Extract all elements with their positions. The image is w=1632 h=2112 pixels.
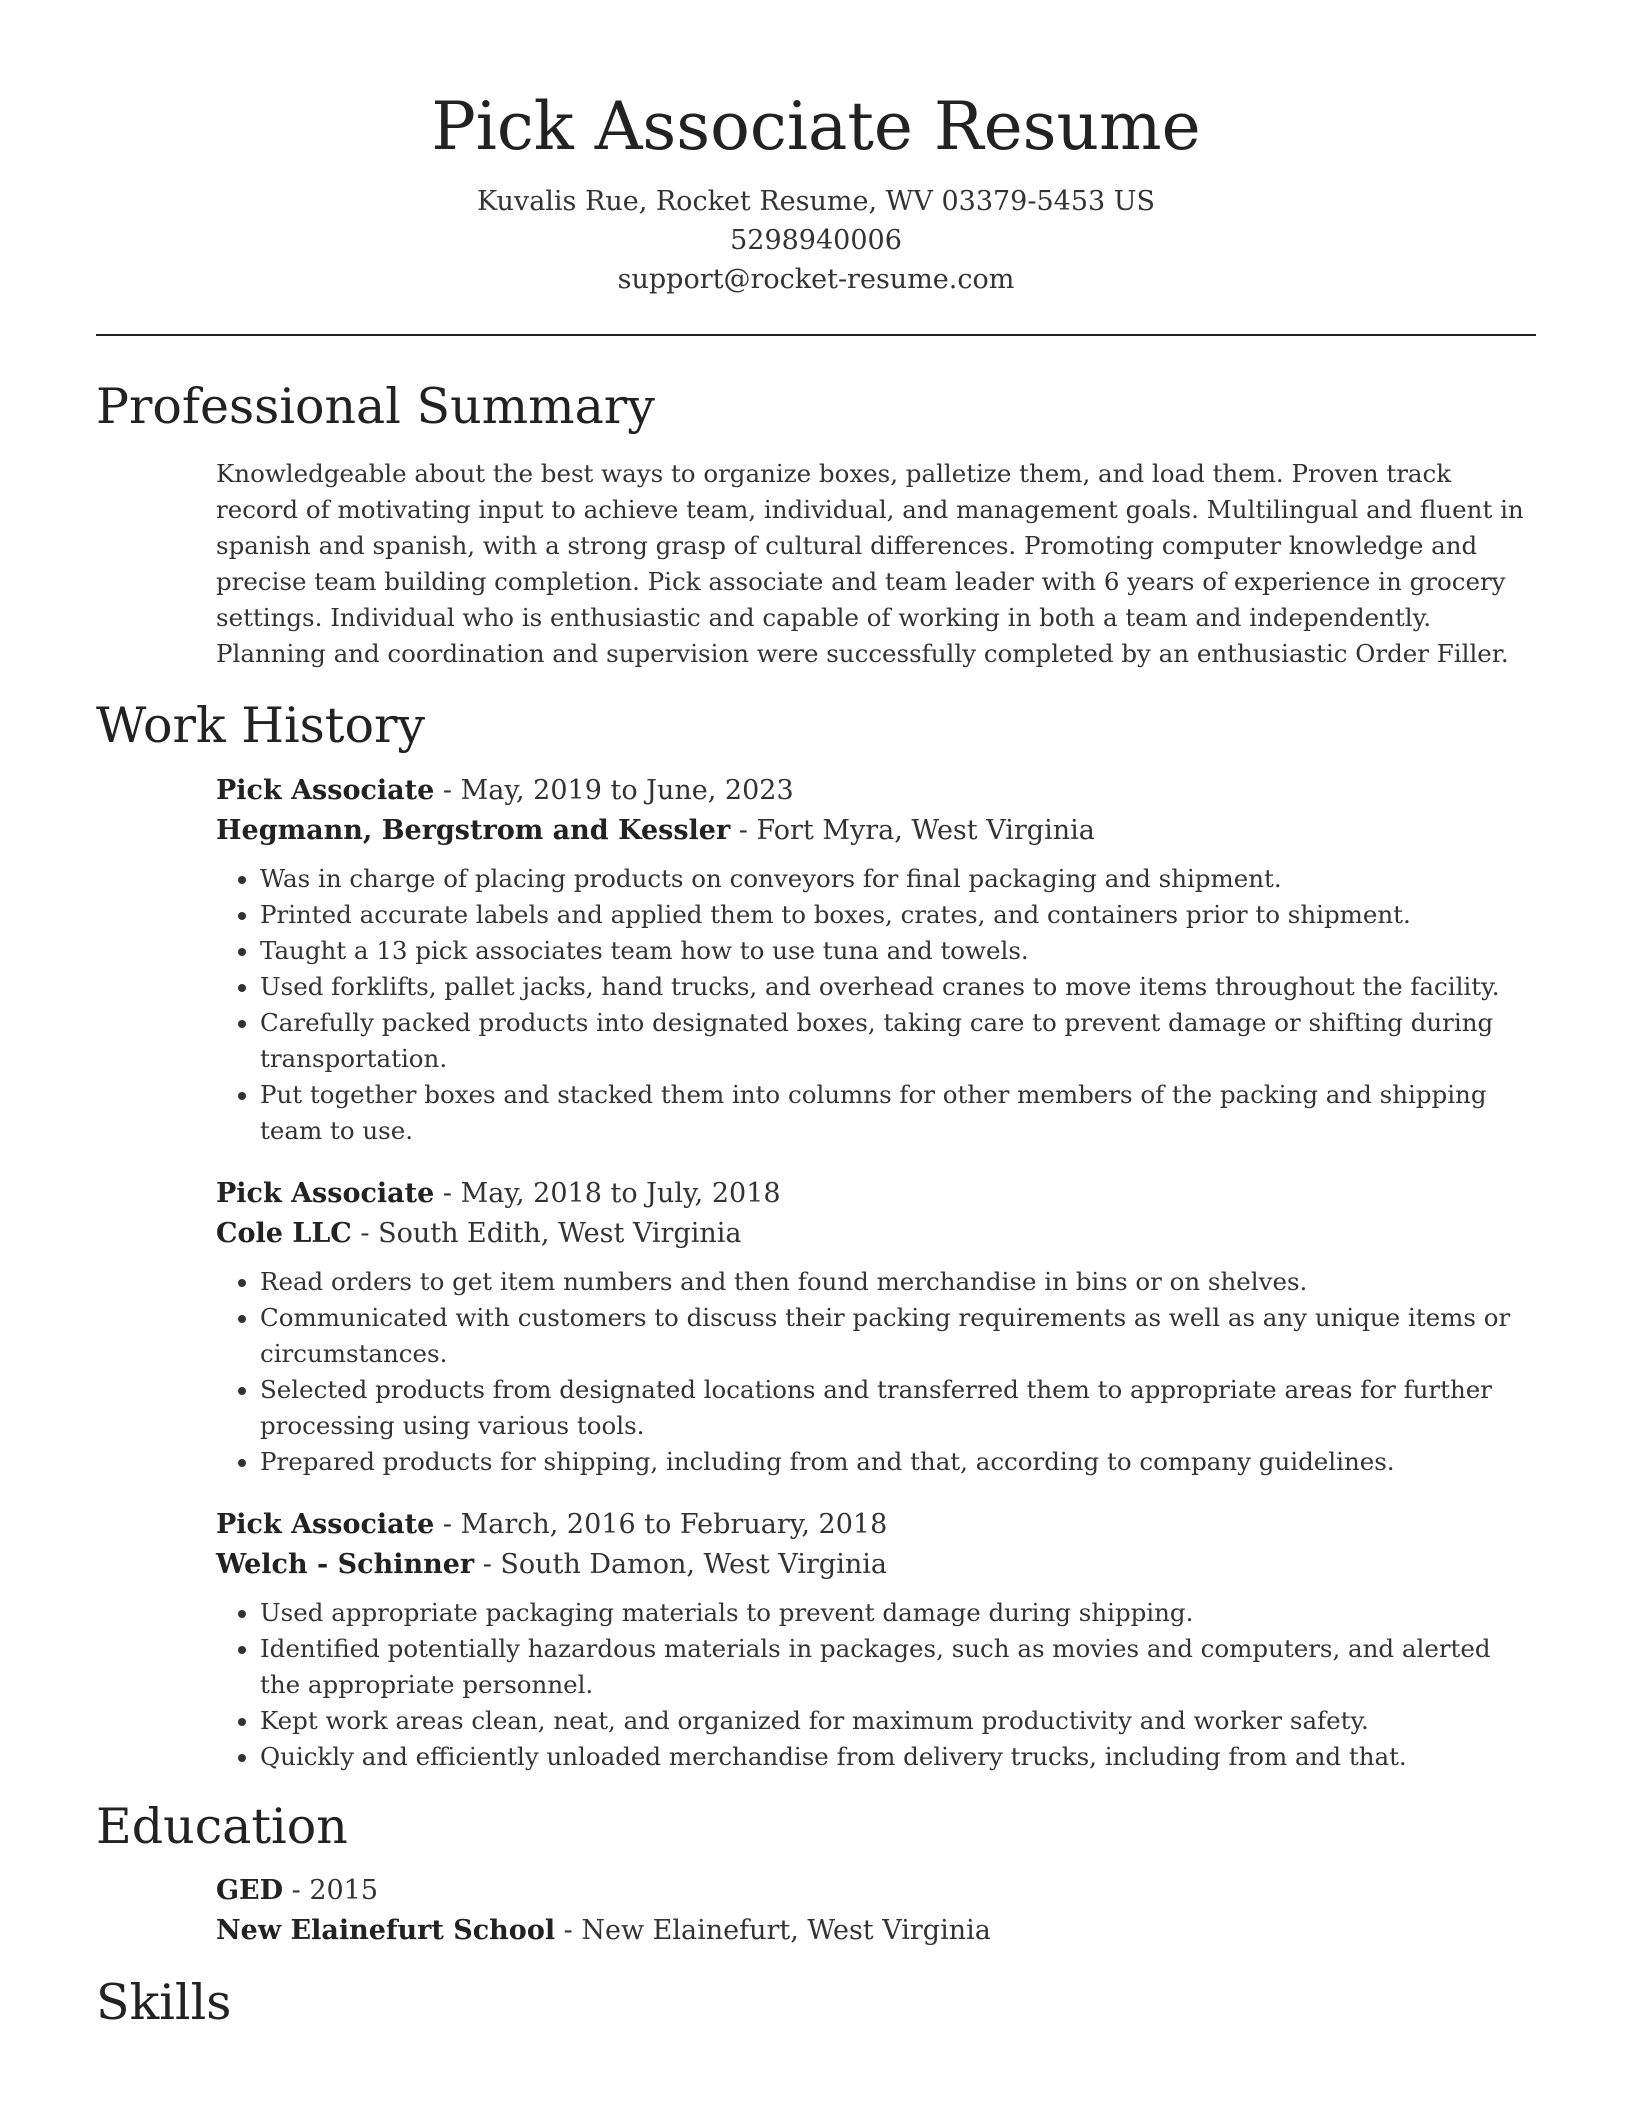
- resume-page: [96, 0, 1536, 2033]
- summary-text: Knowledgeable about the best ways to organize boxes, palletize them, and load them. Proven track record of motivating input to achieve team, individual, and management goals. Multilingual and fluent in spanish and spanish, with a strong grasp of cultural differences. Promoting computer knowledge and precise team building completion. Pick associate and team leader with 6 years of experience in grocery settings. Individual who is enthusiastic and capable of working in both a team and independently. Planning and coordination and supervision were successfully completed by an enthusiastic Order Filler.: [216, 459, 1524, 668]
- education-section: [96, 1797, 1536, 1951]
- summary-heading: Professional Summary: [96, 378, 655, 435]
- job-bullets: [216, 861, 1536, 1149]
- job-title: Pick Associate: [216, 775, 435, 806]
- phone-line: 5298940006: [730, 225, 902, 256]
- work-history-section: [96, 696, 1536, 1775]
- list-item: • Read orders to get item numbers and then found merchandise in bins or on shelves.: [260, 1264, 1536, 1300]
- list-item: • Carefully packed products into designated boxes, taking care to prevent damage or shifting during transportation.: [260, 1005, 1536, 1077]
- list-item: • Put together boxes and stacked them into columns for other members of the packing and shipping team to use.: [260, 1077, 1536, 1149]
- job-bullets: [216, 1595, 1536, 1775]
- job-company-line: [216, 1545, 1536, 1585]
- list-item: • Was in charge of placing products on conveyors for final packaging and shipment.: [260, 861, 1536, 897]
- header-divider: [96, 334, 1536, 336]
- work-history-heading: Work History: [96, 697, 426, 754]
- skills-heading: Skills: [96, 1974, 232, 2031]
- list-item: • Selected products from designated locations and transferred them to appropriate areas for further processing using various tools.: [260, 1372, 1536, 1444]
- job-title-line: [216, 1174, 1536, 1214]
- list-item: • Communicated with customers to discuss their packing requirements as well as any unique items or circumstances.: [260, 1300, 1536, 1372]
- degree: GED: [216, 1875, 284, 1906]
- job-title: Pick Associate: [216, 1509, 435, 1540]
- list-item: • Kept work areas clean, neat, and organized for maximum productivity and worker safety.: [260, 1703, 1536, 1739]
- job-company-line: [216, 1214, 1536, 1254]
- job-entry-2: [216, 1174, 1536, 1480]
- education-heading: Education: [96, 1798, 348, 1855]
- list-item: • Used forklifts, pallet jacks, hand trucks, and overhead cranes to move items throughout the facility.: [260, 969, 1536, 1005]
- job-entry-3: [216, 1505, 1536, 1775]
- email-line: support@rocket-resume.com: [617, 264, 1015, 295]
- contact-block: [96, 182, 1536, 299]
- list-item: • Printed accurate labels and applied them to boxes, crates, and containers prior to shipment.: [260, 897, 1536, 933]
- job-company: Welch - Schinner: [216, 1549, 475, 1580]
- job-title-line: [216, 1505, 1536, 1545]
- job-title-line: [216, 771, 1536, 811]
- address-line: Kuvalis Rue, Rocket Resume, WV 03379-5453 US: [476, 186, 1156, 217]
- list-item: • Quickly and efficiently unloaded merchandise from delivery trucks, including from and that.: [260, 1739, 1536, 1775]
- job-company: Hegmann, Bergstrom and Kessler: [216, 815, 731, 846]
- job-bullets: [216, 1264, 1536, 1480]
- job-title: Pick Associate: [216, 1178, 435, 1209]
- school-name: New Elainefurt School: [216, 1915, 556, 1946]
- list-item: • Taught a 13 pick associates team how to use tuna and towels.: [260, 933, 1536, 969]
- job-entry-1: [216, 771, 1536, 1149]
- school-line: [216, 1911, 1536, 1951]
- list-item: • Prepared products for shipping, including from and that, according to company guidelines.: [260, 1444, 1536, 1480]
- job-company-line: [216, 811, 1536, 851]
- job-location: - Fort Myra, West Virginia: [730, 815, 1095, 846]
- skills-section: [96, 1973, 1536, 2033]
- job-company: Cole LLC: [216, 1218, 352, 1249]
- resume-header: [96, 0, 1536, 299]
- job-dates: - May, 2018 to July, 2018: [434, 1178, 781, 1209]
- school-location: - New Elainefurt, West Virginia: [555, 1915, 991, 1946]
- job-dates: - May, 2019 to June, 2023: [434, 775, 794, 806]
- list-item: • Used appropriate packaging materials to prevent damage during shipping.: [260, 1595, 1536, 1631]
- degree-line: [216, 1871, 1536, 1911]
- list-item: • Identified potentially hazardous materials in packages, such as movies and computers, and alerted the appropriate personnel.: [260, 1631, 1536, 1703]
- job-dates: - March, 2016 to February, 2018: [434, 1509, 888, 1540]
- job-location: - South Edith, West Virginia: [351, 1218, 742, 1249]
- education-year: - 2015: [283, 1875, 379, 1906]
- job-location: - South Damon, West Virginia: [474, 1549, 887, 1580]
- resume-title: Pick Associate Resume: [431, 88, 1201, 165]
- summary-section: [96, 377, 1536, 672]
